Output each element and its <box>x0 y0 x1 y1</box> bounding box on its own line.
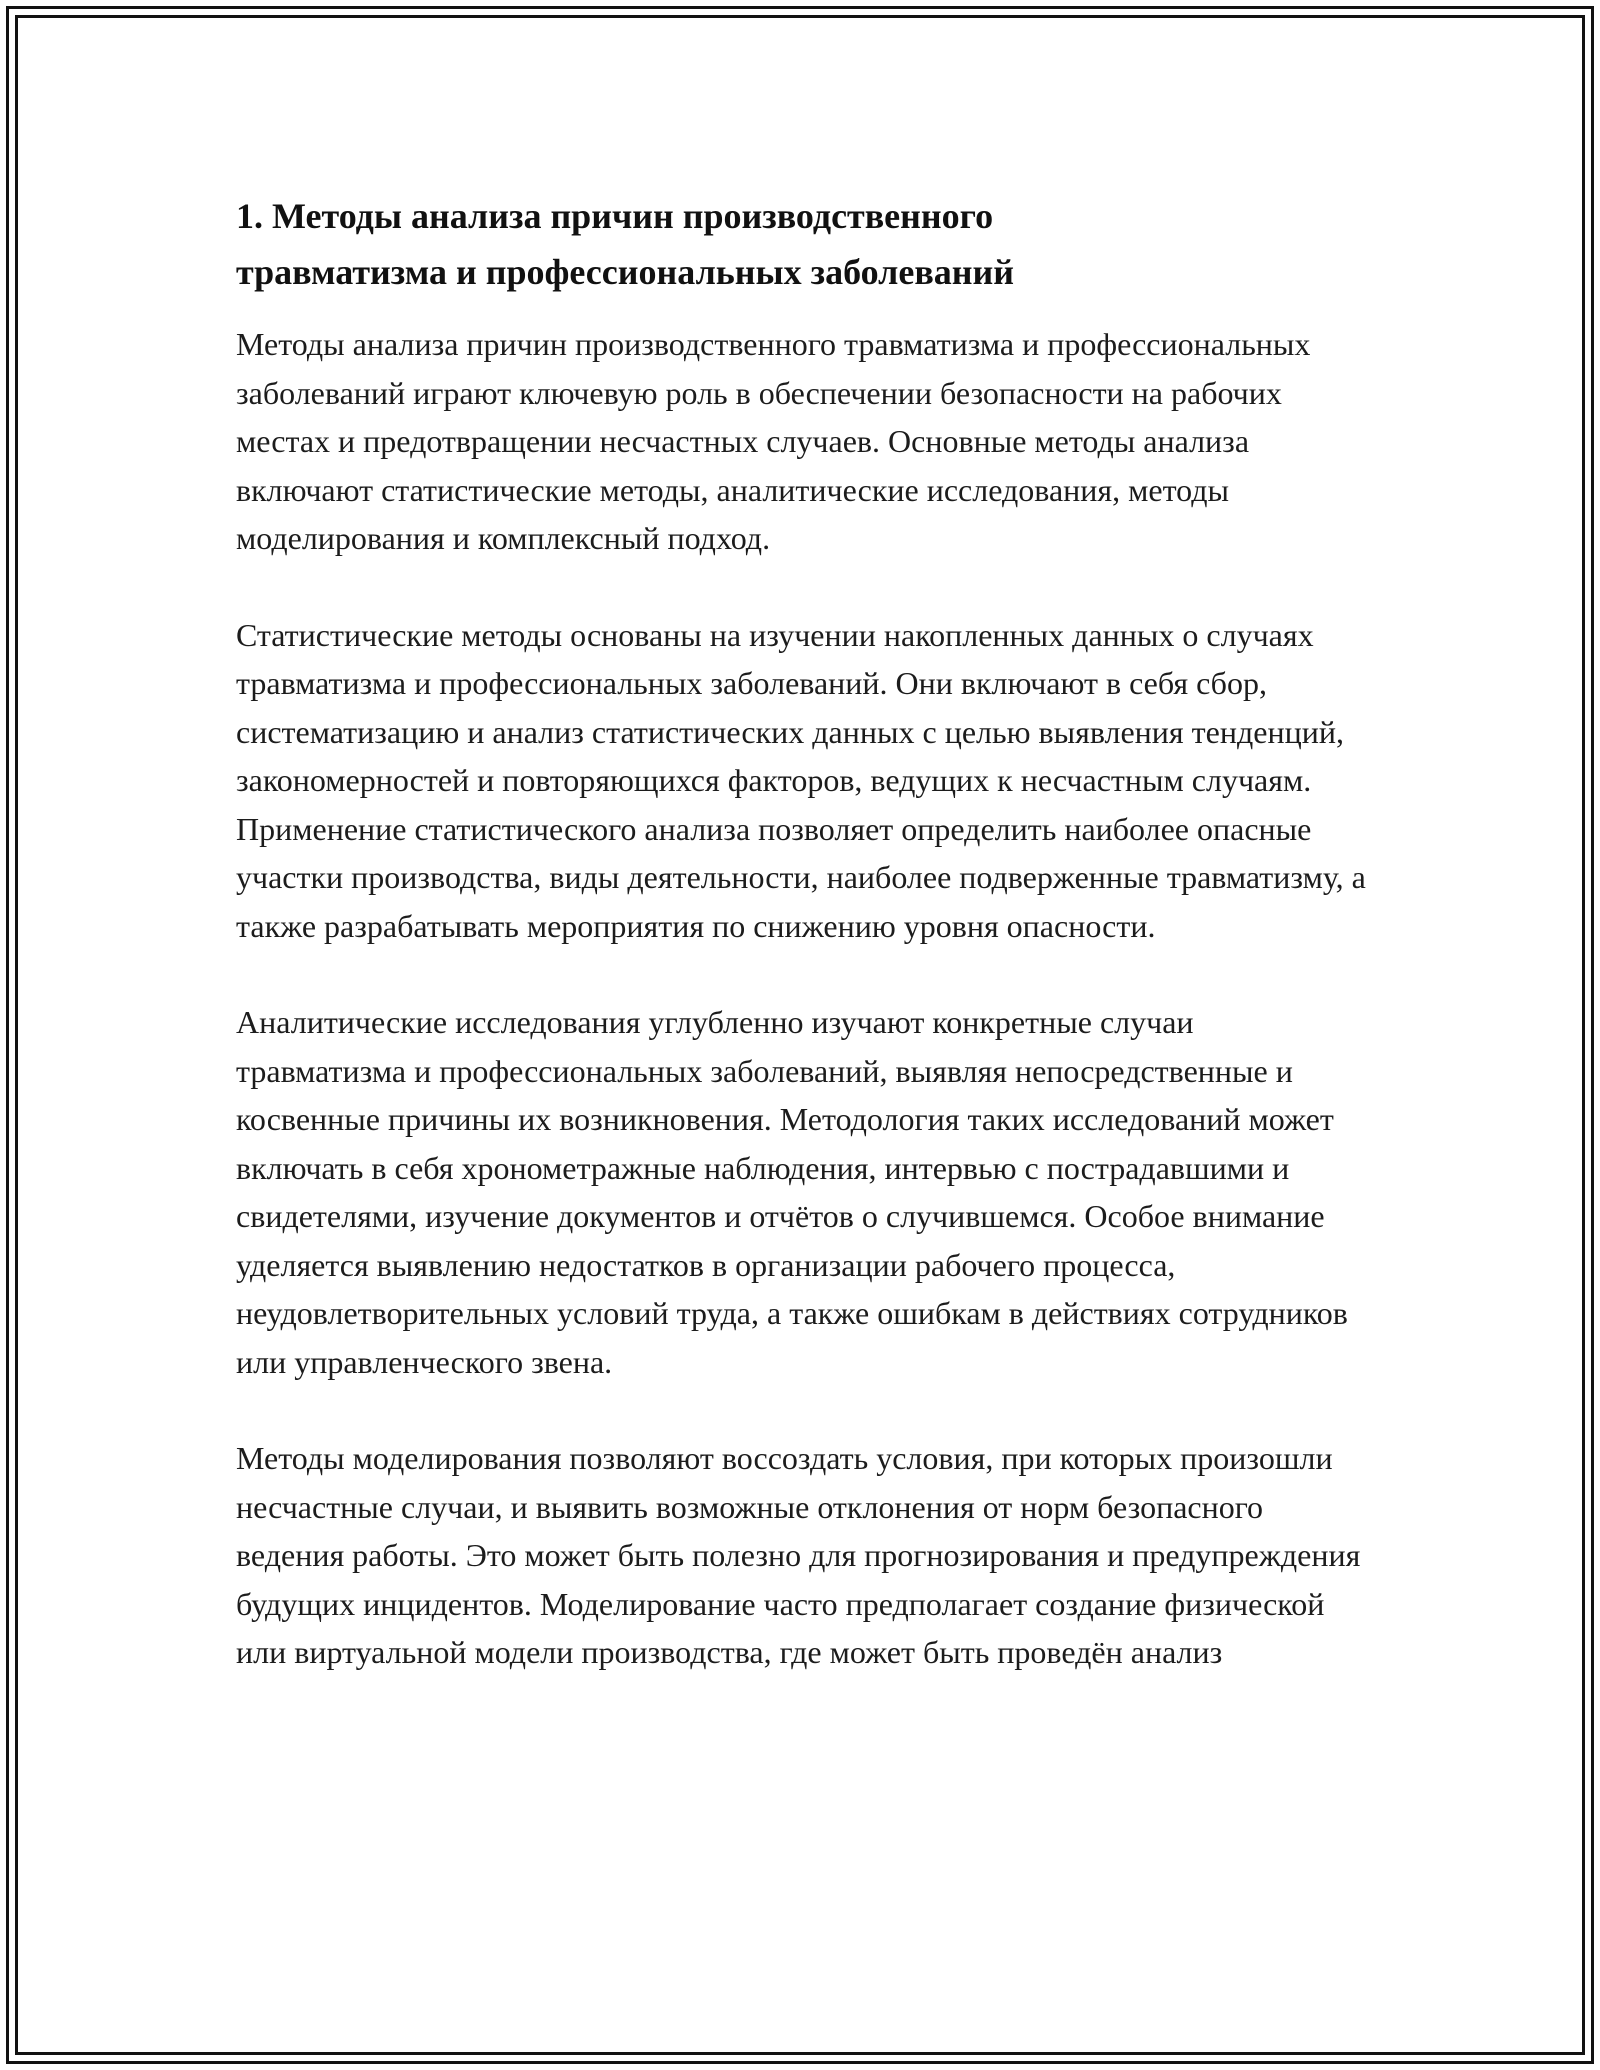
paragraph-analytical-studies: Аналитические исследования углубленно изучают конкретные случаи травматизма и профессиональных заболеваний, выявляя непосредственные и косвенные причины их возникновения. Методология таких исследований может включать в себя хронометражные наблюдения, интервью с пострадавшими и свидетелями, изучение документов и отчётов о случившемся. Особое внимание уделяется выявлению недостатков в организации рабочего процесса, неудовлетворительных условий труда, а также ошибкам в действиях сотрудников или управленческого звена. <box>236 1004 1348 1380</box>
paragraph-modeling-methods: Методы моделирования позволяют воссоздать условия, при которых произошли несчастные случаи, и выявить возможные отклонения от норм безопасного ведения работы. Это может быть полезно для прогнозирования и предупреждения будущих инцидентов. Моделирование часто предполагает создание физической или виртуальной модели производства, где может быть проведён анализ <box>236 1440 1361 1670</box>
paragraph-intro: Методы анализа причин производственного травматизма и профессиональных заболеваний играют ключевую роль в обеспечении безопасности на рабочих местах и предотвращении несчастных случаев. Основные методы анализа включают статистические методы, аналитические исследования, методы моделирования и комплексный подход. <box>236 326 1311 556</box>
section-title-line-1: 1. Методы анализа причин производственного <box>236 196 994 236</box>
section-title <box>236 188 1366 300</box>
paragraph-statistical-methods: Статистические методы основаны на изучении накопленных данных о случаях травматизма и профессиональных заболеваний. Они включают в себя сбор, систематизацию и анализ статистических данных с целью выявления тенденций, закономерностей и повторяющихся факторов, ведущих к несчастным случаям. Применение статистического анализа позволяет определить наиболее опасные участки производства, виды деятельности, наиболее подверженные травматизму, а также разрабатывать мероприятия по снижению уровня опасности. <box>236 616 1366 944</box>
document-body <box>236 188 1366 1677</box>
section-title-line-2: травматизма и профессиональных заболеваний <box>236 252 1015 292</box>
